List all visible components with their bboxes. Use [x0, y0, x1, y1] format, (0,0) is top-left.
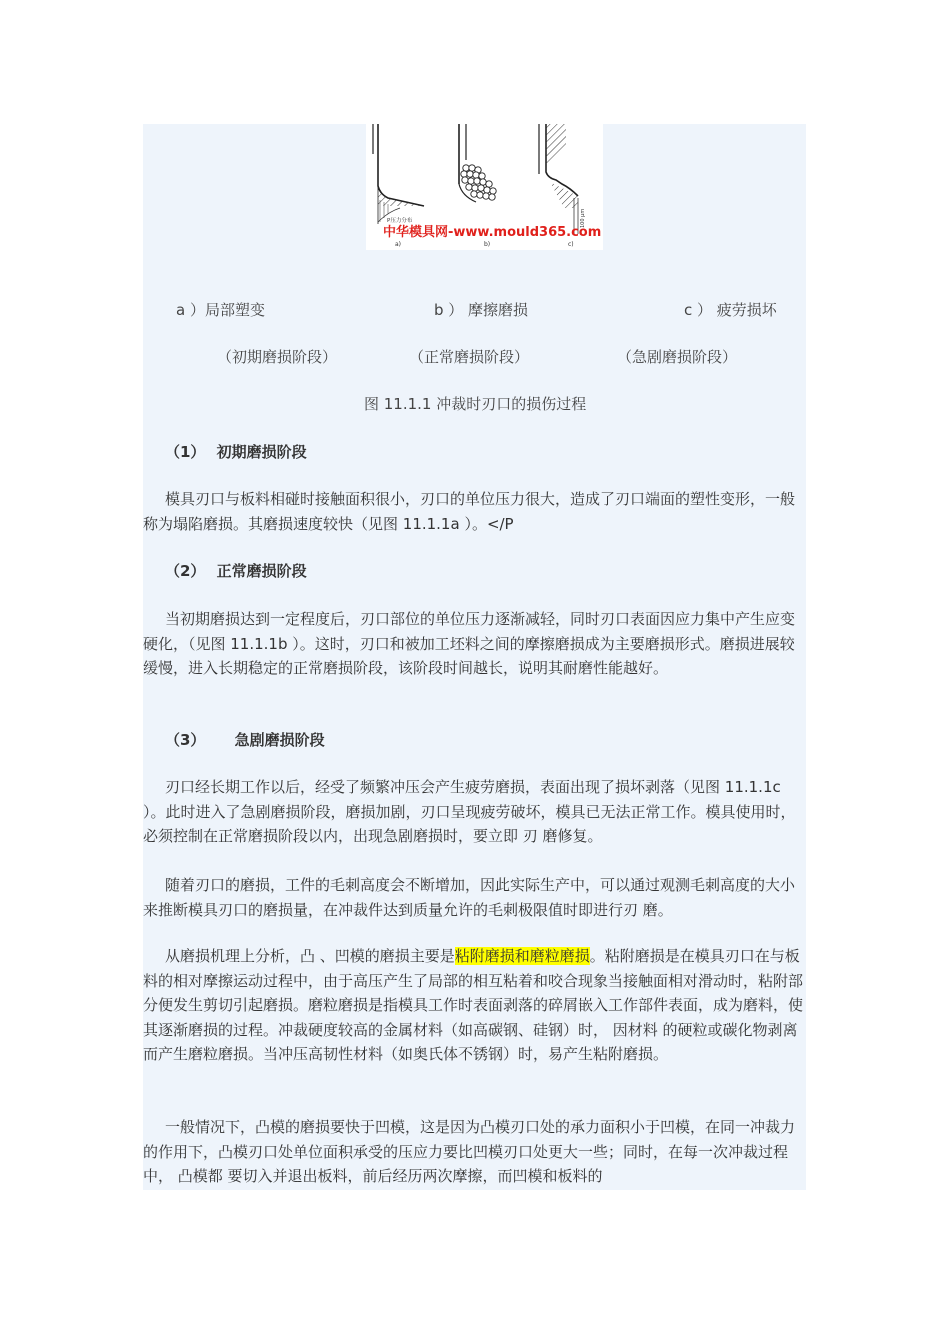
section-1-body: 模具刃口与板料相碰时接触面积很小，刃口的单位压力很大，造成了刃口端面的塑性变形，一般称为塌陷磨损。其磨损速度较快（见图 11.1.1a ）。</P: [143, 490, 796, 533]
highlighted-text: 粘附磨损和磨粒磨损: [454, 947, 590, 965]
general-paragraph: 一般情况下，凸模的磨损要快于凹模，这是因为凸模刃口处的承力面积小于凹模，在同一冲裁力的作用下，凸模刃口处单位面积承受的压应力要比凹模刃口处更大一些；同时，在每一次冲裁过程中， 凸模都 要切入并退出板料，前后经历两次摩擦，而凹模和板料的: [143, 1118, 796, 1185]
width-label: 100 μm: [580, 208, 586, 228]
pressure-label: P压力分布: [387, 218, 413, 224]
section-2-body: 当初期磨损达到一定程度后，刃口部位的单位压力逐渐减轻，同时刃口表面因应力集中产生应变硬化，（见图 11.1.1b ）。这时，刃口和被加工坯料之间的摩擦磨损成为主要磨损形式。磨损进展较缓慢，进入长期稳定的正常磨损阶段，该阶段时间越长，说明其耐磨性能越好。: [143, 610, 796, 677]
section-1-title: 初期磨损阶段: [216, 443, 307, 461]
caption-c-stage: （急剧磨损阶段）: [617, 348, 738, 366]
sub-label-a: a): [395, 241, 402, 248]
watermark-text: 中华模具网-www.mould365.com: [383, 225, 602, 240]
mechanism-paragraph: [143, 944, 806, 1067]
section-3-body: 刃口经长期工作以后，经受了频繁冲压会产生疲劳磨损，表面出现了损坏剥落（见图 11.1.1c ）。此时进入了急剧磨损阶段，磨损加剧，刃口呈现疲劳破坏，模具已无法正常工作。模具使用时，必须控制在正常磨损阶段以内，出现急剧磨损时，要立即 刃 磨修复。: [143, 778, 796, 845]
caption-b-stage: （正常磨损阶段）: [409, 348, 530, 366]
caption-c: c ） 疲劳损坏: [684, 301, 777, 319]
mechanism-text-after: 。粘附磨损是在模具刃口在与板料的相对摩擦运动过程中，由于高压产生了局部的相互粘着和咬合现象当接触面相对滑动时，粘附部分便发生剪切引起磨损。磨粒磨损是指模具工作时表面剥落的碎屑嵌入工作部件表面，成为磨料，使其逐渐磨损的过程。冲裁硬度较高的金属材料（如高碳钢、硅钢）时， 因材料 的硬粒或碳化物剥离而产生磨粒磨损。当冲压高韧性材料（如奥氏体不锈钢）时，易产生粘附磨损。: [143, 947, 804, 1063]
section-3-title: 急剧磨损阶段: [234, 731, 325, 749]
caption-a-stage: （初期磨损阶段）: [217, 348, 338, 366]
content-panel: [143, 124, 806, 1190]
burr-paragraph: 随着刃口的磨损，工件的毛刺高度会不断增加，因此实际生产中，可以通过观测毛刺高度的大小来推断模具刃口的磨损量，在冲裁件达到质量允许的毛刺极限值时即进行刃 磨。: [143, 876, 796, 919]
caption-b: b ） 摩擦磨损: [434, 301, 529, 319]
diagram-c: [539, 124, 578, 234]
section-3-heading: [165, 729, 325, 750]
section-1-heading: [165, 441, 307, 462]
section-3-number: （3）: [165, 731, 206, 749]
section-1-number: （1）: [165, 443, 206, 461]
figure-title: 图 11.1.1 冲裁时刃口的损伤过程: [364, 395, 587, 413]
sub-label-b: b): [484, 241, 491, 248]
caption-a: a ）局部塑变: [176, 301, 265, 319]
diagram-b: [459, 124, 496, 202]
section-2-title: 正常磨损阶段: [216, 562, 307, 580]
diagram-a: [373, 124, 424, 224]
wear-diagram-figure: [366, 124, 603, 250]
sub-label-c: c): [568, 241, 574, 248]
section-2-heading: [165, 560, 307, 581]
mechanism-text-before: 从磨损机理上分析，凸 、凹模的磨损主要是: [165, 947, 455, 965]
section-2-number: （2）: [165, 562, 206, 580]
